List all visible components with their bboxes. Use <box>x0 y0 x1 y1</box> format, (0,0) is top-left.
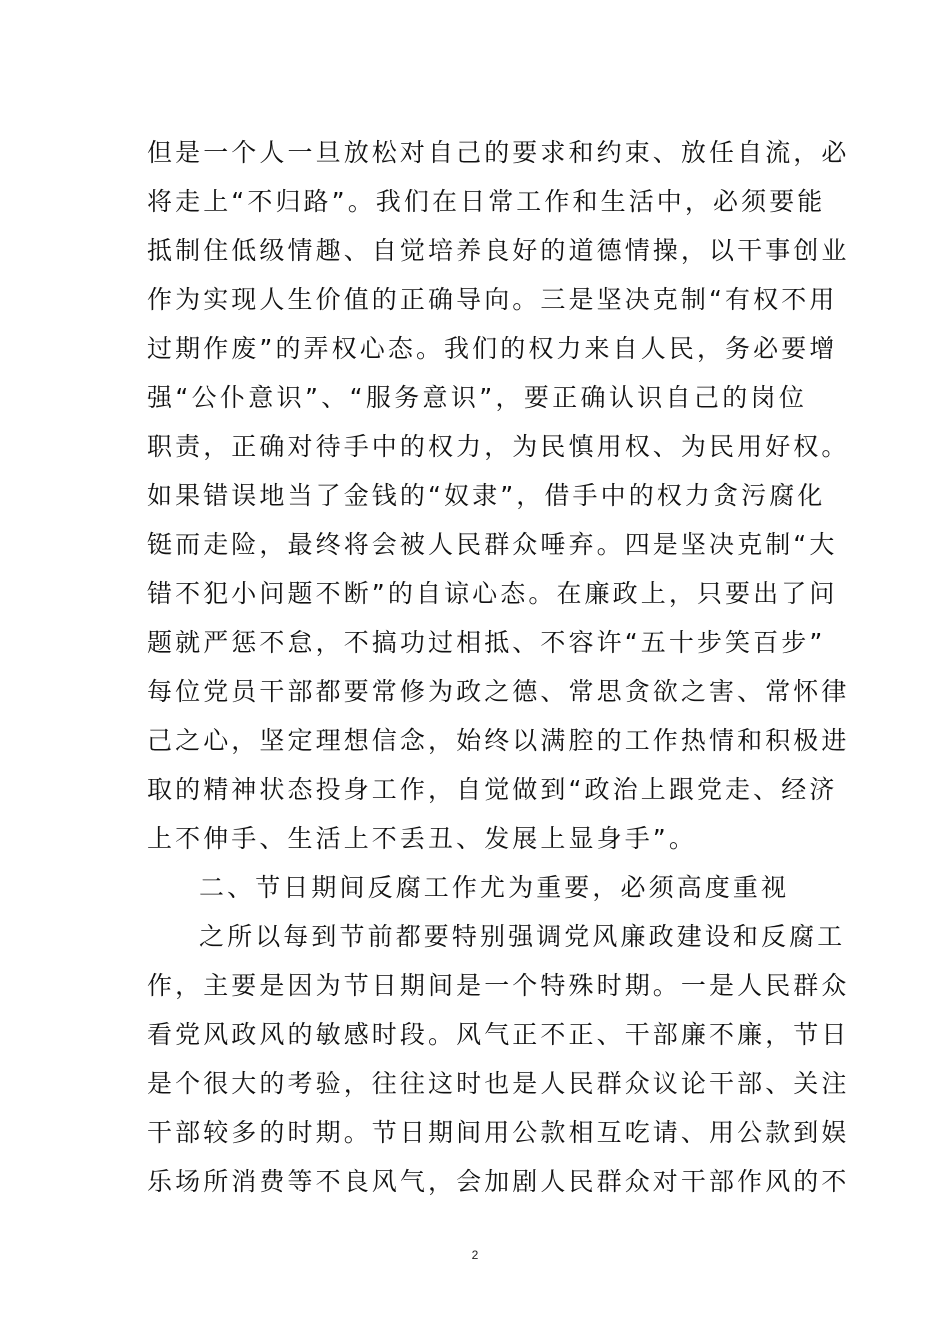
body-line: 但是一个人一旦放松对自己的要求和约束、放任自流，必 <box>147 138 850 167</box>
body-line: 每位党员干部都要常修为政之德、常思贪欲之害、常怀律 <box>147 677 850 706</box>
body-line: 铤而走险，最终将会被人民群众唾弃。四是坚决克制“大 <box>147 530 838 559</box>
body-line: 职责，正确对待手中的权力，为民慎用权、为民用好权。 <box>147 432 850 461</box>
body-line: 抵制住低级情趣、自觉培养良好的道德情操，以干事创业 <box>147 236 850 265</box>
body-line: 是个很大的考验，往往这时也是人民群众议论干部、关注 <box>147 1069 850 1098</box>
body-line: 看党风政风的敏感时段。风气正不正、干部廉不廉，节日 <box>147 1020 850 1049</box>
body-line: 之所以每到节前都要特别强调党风廉政建设和反腐工 <box>199 922 846 951</box>
body-line: 过期作废”的弄权心态。我们的权力来自人民，务必要增 <box>147 334 838 363</box>
body-line: 己之心，坚定理想信念，始终以满腔的工作热情和积极进 <box>147 726 850 755</box>
body-line: 题就严惩不怠，不搞功过相抵、不容许“五十步笑百步” <box>147 628 826 657</box>
document-body <box>147 128 850 1206</box>
body-line: 上不伸手、生活上不丢丑、发展上显身手”。 <box>147 824 697 853</box>
body-line: 错不犯小问题不断”的自谅心态。在廉政上，只要出了问 <box>147 579 838 608</box>
body-line: 强“公仆意识”、“服务意识”，要正确认识自己的岗位 <box>147 383 807 412</box>
body-line: 将走上“不归路”。我们在日常工作和生活中，必须要能 <box>147 187 826 216</box>
body-line: 如果错误地当了金钱的“奴隶”，借手中的权力贪污腐化 <box>147 481 826 510</box>
body-line: 干部较多的时期。节日期间用公款相互吃请、用公款到娱 <box>147 1118 850 1147</box>
body-line: 乐场所消费等不良风气，会加剧人民群众对干部作风的不 <box>147 1167 850 1196</box>
page-number: 2 <box>471 1248 479 1262</box>
body-line: 作，主要是因为节日期间是一个特殊时期。一是人民群众 <box>147 971 850 1000</box>
section-heading: 二、节日期间反腐工作尤为重要，必须高度重视 <box>199 873 790 902</box>
body-line: 作为实现人生价值的正确导向。三是坚决克制“有权不用 <box>147 285 838 314</box>
body-line: 取的精神状态投身工作，自觉做到“政治上跟党走、经济 <box>147 775 838 804</box>
